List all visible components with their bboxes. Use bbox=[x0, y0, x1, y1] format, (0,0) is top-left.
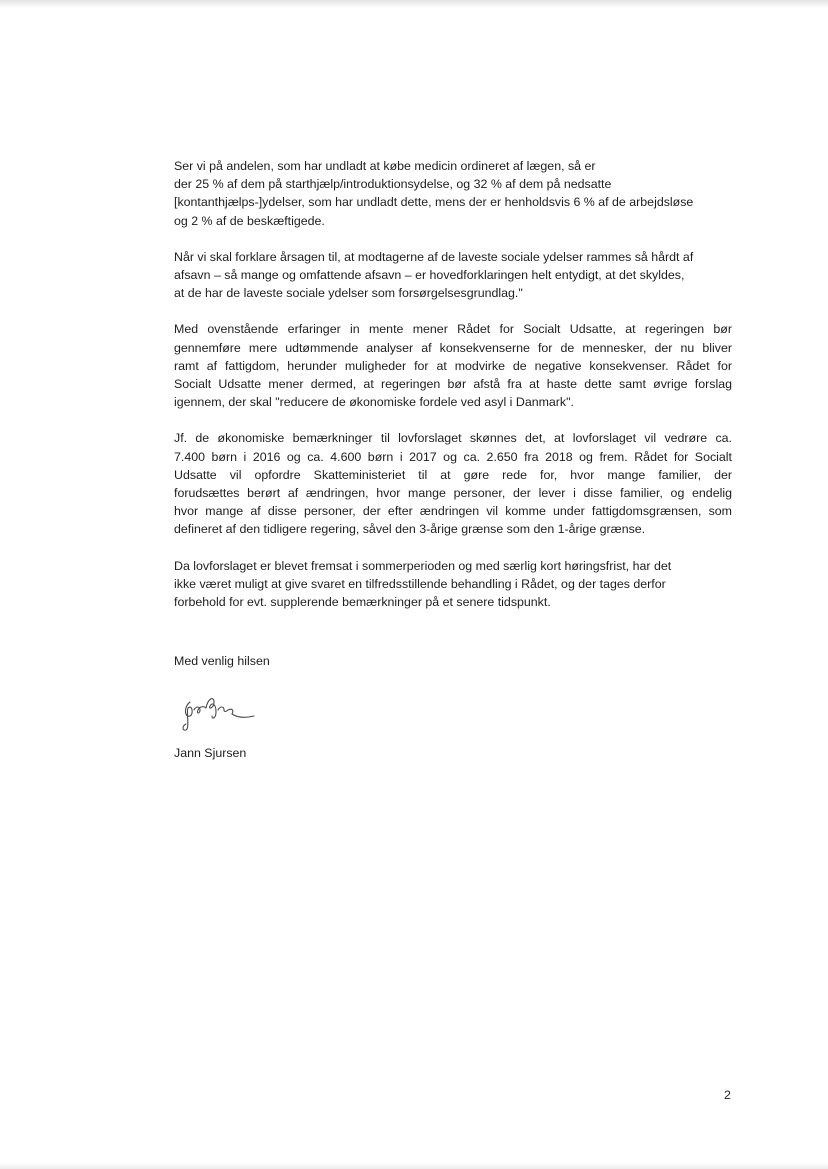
page-top-edge bbox=[0, 0, 828, 8]
text-line: hvor mange af disse personer, der efter ændringen vil komme under fattigdomsgrænsen, som bbox=[174, 504, 732, 519]
paragraph-explanation bbox=[174, 248, 732, 303]
text-line: forudsættes berørt af ændringen, hvor mange personer, der lever i disse familier, og endelig bbox=[174, 486, 732, 501]
handwritten-signature bbox=[176, 688, 260, 732]
paragraph-economic-remarks bbox=[174, 429, 732, 538]
text-line: forbehold for evt. supplerende bemærkninger på et senere tidspunkt. bbox=[174, 595, 551, 610]
text-line: [kontanthjælps-]ydelser, som har undladt dette, mens der er henholdsvis 6 % af de arbejdsløse bbox=[174, 195, 694, 210]
text-line: Udsatte vil opfordre Skatteministeriet til at gøre rede for, hvor mange familier, der bbox=[174, 467, 732, 482]
text-line: og 2 % af de beskæftigede. bbox=[174, 213, 325, 228]
text-line: afsavn – så mange og omfattende afsavn – er hovedforklaringen helt entydigt, at det skyldes, bbox=[174, 268, 685, 283]
signer-name: Jann Sjursen bbox=[174, 746, 247, 760]
text-line: Når vi skal forklare årsagen til, at modtagerne af de laveste sociale ydelser rammes så hårdt af bbox=[174, 249, 694, 264]
text-line: Da lovforslaget er blevet fremsat i sommerperioden og med særlig kort høringsfrist, har det bbox=[174, 558, 672, 573]
text-line: gennemføre mere udtømmende analyser af konsekvenserne for de mennesker, der nu bliver bbox=[174, 340, 732, 355]
text-line: Socialt Udsatte mener dermed, at regeringen bør afstå fra at haste dette samt øvrige forslag bbox=[174, 377, 732, 392]
paragraph-recommendation bbox=[174, 320, 732, 411]
paragraph-medicine-statistics bbox=[174, 157, 732, 230]
page-bottom-edge bbox=[0, 1163, 828, 1169]
text-line: Jf. de økonomiske bemærkninger til lovforslaget skønnes det, at lovforslaget vil vedrøre ca. bbox=[174, 431, 732, 446]
text-line: ikke været muligt at give svaret en tilfredsstillende behandling i Rådet, og der tages derfor bbox=[174, 576, 666, 591]
text-line: 7.400 børn i 2016 og ca. 4.600 børn i 2017 og ca. 2.650 fra 2018 og frem. Rådet for Socialt bbox=[174, 449, 732, 464]
page-number: 2 bbox=[724, 1088, 731, 1102]
text-line: ramt af fattigdom, herunder muligheder for at modvirke de negative konsekvenser. Rådet for bbox=[174, 358, 732, 373]
text-line: at de har de laveste sociale ydelser som forsørgelsesgrundlag." bbox=[174, 286, 523, 301]
letter-body bbox=[174, 157, 732, 629]
text-line: igennem, der skal "reducere de økonomiske fordele ved asyl i Danmark". bbox=[174, 395, 574, 410]
text-line: Med ovenstående erfaringer in mente mener Rådet for Socialt Udsatte, at regeringen bør bbox=[174, 322, 732, 337]
text-line: defineret af den tidligere regering, såvel den 3-årige grænse som den 1-årige grænse. bbox=[174, 522, 646, 537]
paragraph-reservation bbox=[174, 557, 732, 612]
text-line: der 25 % af dem på starthjælp/introduktionsydelse, og 32 % af dem på nedsatte bbox=[174, 177, 612, 192]
closing-salutation: Med venlig hilsen bbox=[174, 654, 270, 668]
text-line: Ser vi på andelen, som har undladt at købe medicin ordineret af lægen, så er bbox=[174, 159, 596, 173]
